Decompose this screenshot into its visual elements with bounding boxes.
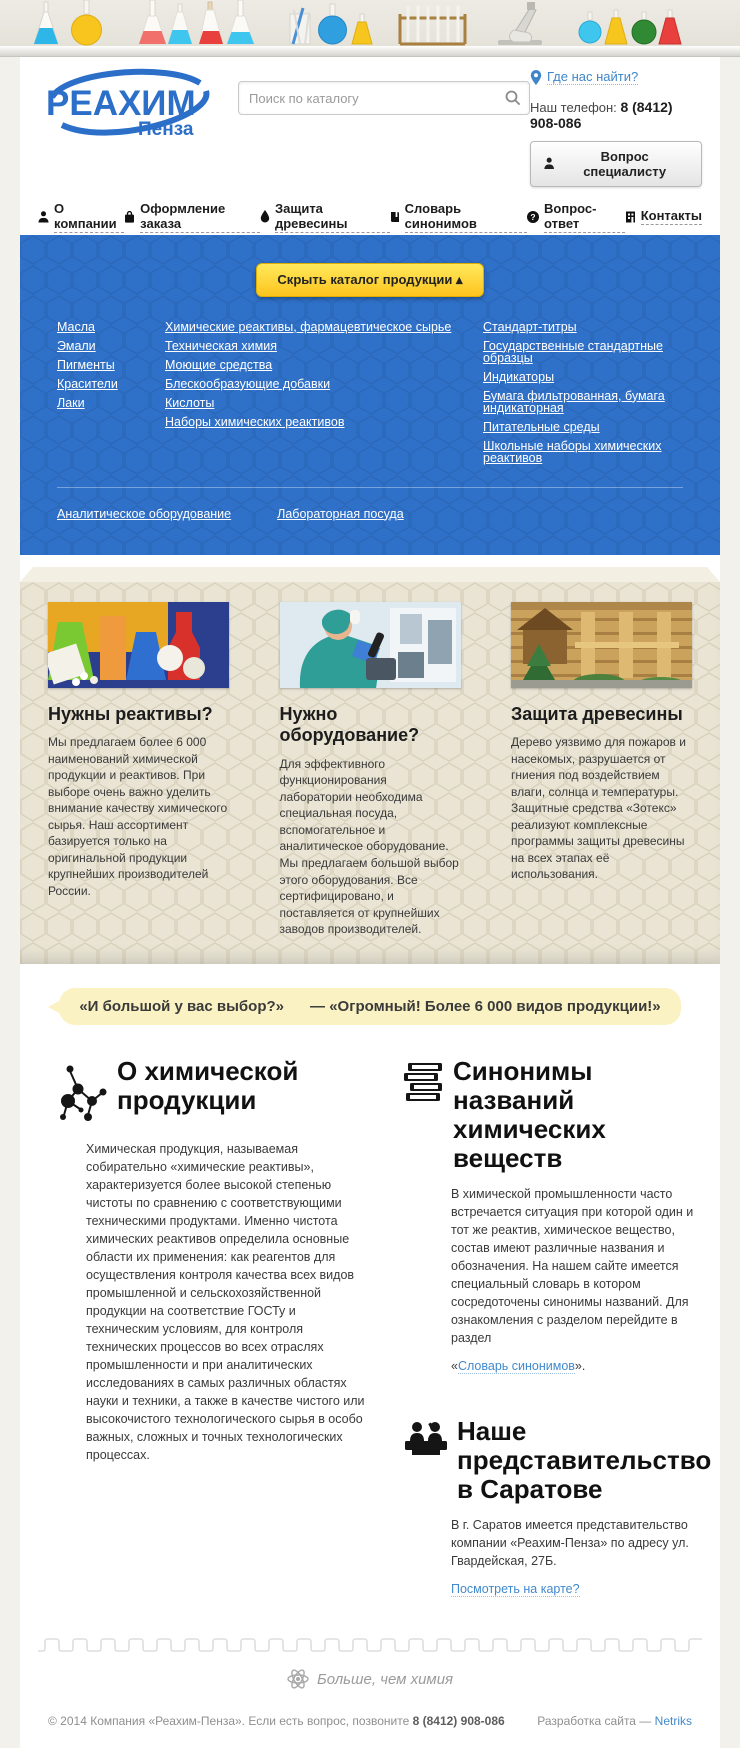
books-icon (404, 1061, 444, 1173)
molecule-icon (58, 1061, 108, 1128)
catalog-link[interactable]: Индикаторы (483, 369, 555, 384)
article-head (404, 1057, 696, 1173)
building-icon (625, 211, 636, 223)
article-head (404, 1416, 712, 1505)
logo[interactable] (38, 67, 228, 187)
question-icon (527, 211, 539, 223)
footer-phone: 8 (8412) 908-086 (412, 1714, 505, 1729)
catalog-link[interactable]: Кислоты (165, 395, 215, 410)
catalog-link[interactable]: Государственные стандартные образцы (483, 338, 663, 365)
catalog-link-labware[interactable]: Лабораторная посуда (277, 506, 404, 521)
card-text: Мы предлагаем более 6 000 наименований химической продукции и реактивов. При выборе очень важно уделить внимание качеству химического сырья. Наш ассортимент базируется только на оригинальной продукции крупнейших производителей России. (48, 735, 228, 899)
wooden-house-photo (511, 602, 692, 688)
shelf (0, 46, 740, 57)
search (238, 81, 530, 187)
quote-question: «И большой у вас выбор?» (79, 997, 285, 1015)
catalog-link[interactable]: Наборы химических реактивов (165, 414, 345, 429)
article-title: О химической продукции (117, 1055, 299, 1115)
chevron-up-icon: ▴ (456, 271, 463, 287)
nav-item-qa[interactable] (527, 201, 625, 233)
quote-answer: «Огромный! Более 6 000 видов продукции!» (329, 997, 661, 1015)
book-icon (390, 211, 400, 223)
catalog-link[interactable]: Эмали (57, 338, 96, 353)
article-text: В химической промышленности часто встречается ситуация при которой один и тот же реактив, химическое вещество, состав имеют различные названия и обозначения. На нашем сайте имеется специальный словарь в котором сосредоточены синонимы названий. Для ознакомления с разделом перейдите в раздел (451, 1187, 694, 1346)
synonyms-dictionary-link[interactable]: Словарь синонимов (457, 1359, 575, 1374)
catalog-link[interactable]: Пигменты (57, 357, 115, 372)
search-input[interactable] (238, 81, 530, 115)
nav-item-synonyms[interactable] (390, 201, 527, 233)
ask-specialist-button[interactable] (530, 141, 702, 187)
catalog-toggle-button[interactable] (256, 263, 483, 297)
article-text: В г. Саратов имеется представительство компании «Реахим-Пенза» по адресу ул. Гвардейская, 27Б. (451, 1518, 689, 1569)
card-equipment (280, 602, 461, 938)
tagline-text: Больше, чем химия (316, 1670, 454, 1688)
quote-row (20, 964, 720, 1051)
droplet-icon (260, 210, 270, 223)
catalog-link[interactable]: Техническая химия (165, 338, 277, 353)
map-link-row (451, 1582, 696, 1596)
svg-text:?: ? (530, 211, 536, 222)
catalog-link[interactable]: Бумага фильтрованная, бумага индикаторная (483, 388, 665, 415)
nav-item-label: Словарь синонимов (405, 201, 527, 233)
quote-dash: — (310, 997, 326, 1015)
wave-divider (38, 1638, 702, 1652)
article-title: Наше представительство в Саратове (457, 1416, 712, 1505)
reagents-photo (48, 602, 229, 688)
catalog-link[interactable]: Блескообразующие добавки (165, 376, 331, 391)
quote-bubble (59, 988, 680, 1025)
catalog-bottom-row (20, 488, 720, 531)
atom-icon (287, 1668, 309, 1690)
link-prefix: « (451, 1359, 458, 1374)
cards-panel (20, 582, 720, 964)
card-wood-protection (511, 602, 692, 938)
article-synonyms (404, 1057, 696, 1373)
search-icon[interactable] (505, 90, 521, 111)
phone-number: 8 (8412) 908-086 (530, 98, 673, 131)
header (20, 57, 720, 191)
card-title: Защита древесины (511, 703, 683, 724)
find-us-label: Где нас найти? (547, 69, 639, 84)
footer-bar (20, 1696, 720, 1748)
bag-icon (124, 211, 135, 223)
catalog-link[interactable]: Химические реактивы, фармацевтическое сырье (165, 319, 452, 334)
catalog-section (20, 235, 720, 555)
catalog-column-3 (483, 321, 700, 471)
article-text: Химическая продукция, называемая собирательно «химические реактивы», характеризуется более высокой степенью чистоты по сравнению с соответствующими техническими продуктами. Именно чистота химических реактивов определила основные области их применения: как реагентов для осуществления контроля качества всех видов промышленной и сельскохозяйственной продукции на соответствие ГОСТу и техническим условиям, для контроля технических процессов во всех отраслях промышленности и при аналитических исследованиях в самых различных областях науки и техники, а также в качестве чистого или высокочистого технологического сырья в особо важных, сложных и точных технологических процессах. (86, 1141, 365, 1462)
catalog-link[interactable]: Питательные среды (483, 419, 600, 434)
link-suffix: ». (574, 1359, 586, 1374)
card-title: Нужно оборудование? (279, 703, 420, 746)
lab-worker-photo (280, 602, 461, 688)
person-icon (38, 211, 49, 223)
lab-glassware-banner (0, 0, 740, 57)
find-us-link[interactable] (530, 69, 638, 85)
panel-lid (20, 567, 720, 582)
phone-line (530, 99, 702, 131)
nav-item-label: Вопрос-ответ (544, 201, 625, 233)
nav-item-label: О компании (54, 201, 124, 233)
article-chemical-products (58, 1057, 370, 1597)
glassware-illustration (0, 0, 740, 46)
card-text: Для эффективного функционирования лаборатории необходима специальная посуда, вспомогательное и аналитическое оборудование. Мы предлагаем большой выбор этого оборудования. Все сертифицировано, и поставляется от крупнейших заводов производителей. (279, 756, 459, 937)
site-credits (537, 1714, 692, 1728)
catalog-column-2 (165, 321, 483, 471)
nav-item-label: Оформление заказа (140, 201, 260, 233)
catalog-inner (20, 245, 720, 555)
developer-link[interactable]: Netriks (654, 1714, 692, 1729)
credits-text: Разработка сайта — (537, 1714, 652, 1729)
catalog-column-1 (57, 321, 165, 471)
header-right (530, 67, 702, 187)
article-title: Синонимы названий химических веществ (453, 1055, 606, 1174)
article-head (58, 1057, 370, 1128)
articles (20, 1051, 720, 1605)
catalog-columns (20, 297, 720, 471)
catalog-link[interactable]: Красители (57, 376, 118, 391)
catalog-link[interactable]: Моющие средства (165, 357, 273, 372)
view-on-map-link[interactable]: Посмотреть на карте? (451, 1582, 580, 1597)
cards-row (20, 582, 720, 964)
phone-label: Наш телефон: (530, 99, 617, 115)
nav-item-contacts[interactable] (625, 201, 702, 233)
nav-item-about[interactable] (38, 201, 124, 233)
articles-right-column (404, 1055, 712, 1597)
nav-item-wood-protection[interactable] (260, 201, 390, 233)
catalog-link-analytical[interactable]: Аналитическое оборудование (57, 506, 232, 521)
synonyms-link-row (451, 1359, 696, 1373)
logo-title: РЕАХИМ (46, 84, 196, 123)
copyright-text: © 2014 Компания «Реахим-Пенза». Если есть вопрос, позвоните (48, 1714, 410, 1729)
nav-item-order[interactable] (124, 201, 260, 233)
tagline (20, 1652, 720, 1696)
catalog-link[interactable]: Школьные наборы химических реактивов (483, 438, 662, 465)
nav-item-label: Защита древесины (275, 201, 390, 233)
location-pin-icon (530, 70, 542, 85)
card-text: Дерево уязвимо для пожаров и насекомых, разрушается от гниения под воздействием влаги, солнца и температуры. Защитные средства «Зотекс» реализуют комплексные программы защиты древесины на всех этапах её использования. (511, 735, 686, 882)
card-title: Нужны реактивы? (48, 703, 213, 724)
ask-specialist-label: Вопрос специалисту (583, 148, 667, 179)
page-column (20, 57, 720, 1748)
nav-item-label: Контакты (640, 208, 702, 223)
catalog-link[interactable]: Лаки (57, 395, 85, 410)
catalog-link[interactable]: Стандарт-титры (483, 319, 577, 334)
person-icon (544, 157, 554, 170)
card-reagents (48, 602, 229, 938)
logo-subtitle: Пенза (138, 119, 194, 140)
article-saratov (404, 1416, 712, 1597)
representatives-icon (404, 1421, 448, 1504)
catalog-toggle-label: Скрыть каталог продукции (277, 271, 453, 287)
catalog-link[interactable]: Масла (57, 319, 96, 334)
copyright (48, 1714, 505, 1728)
